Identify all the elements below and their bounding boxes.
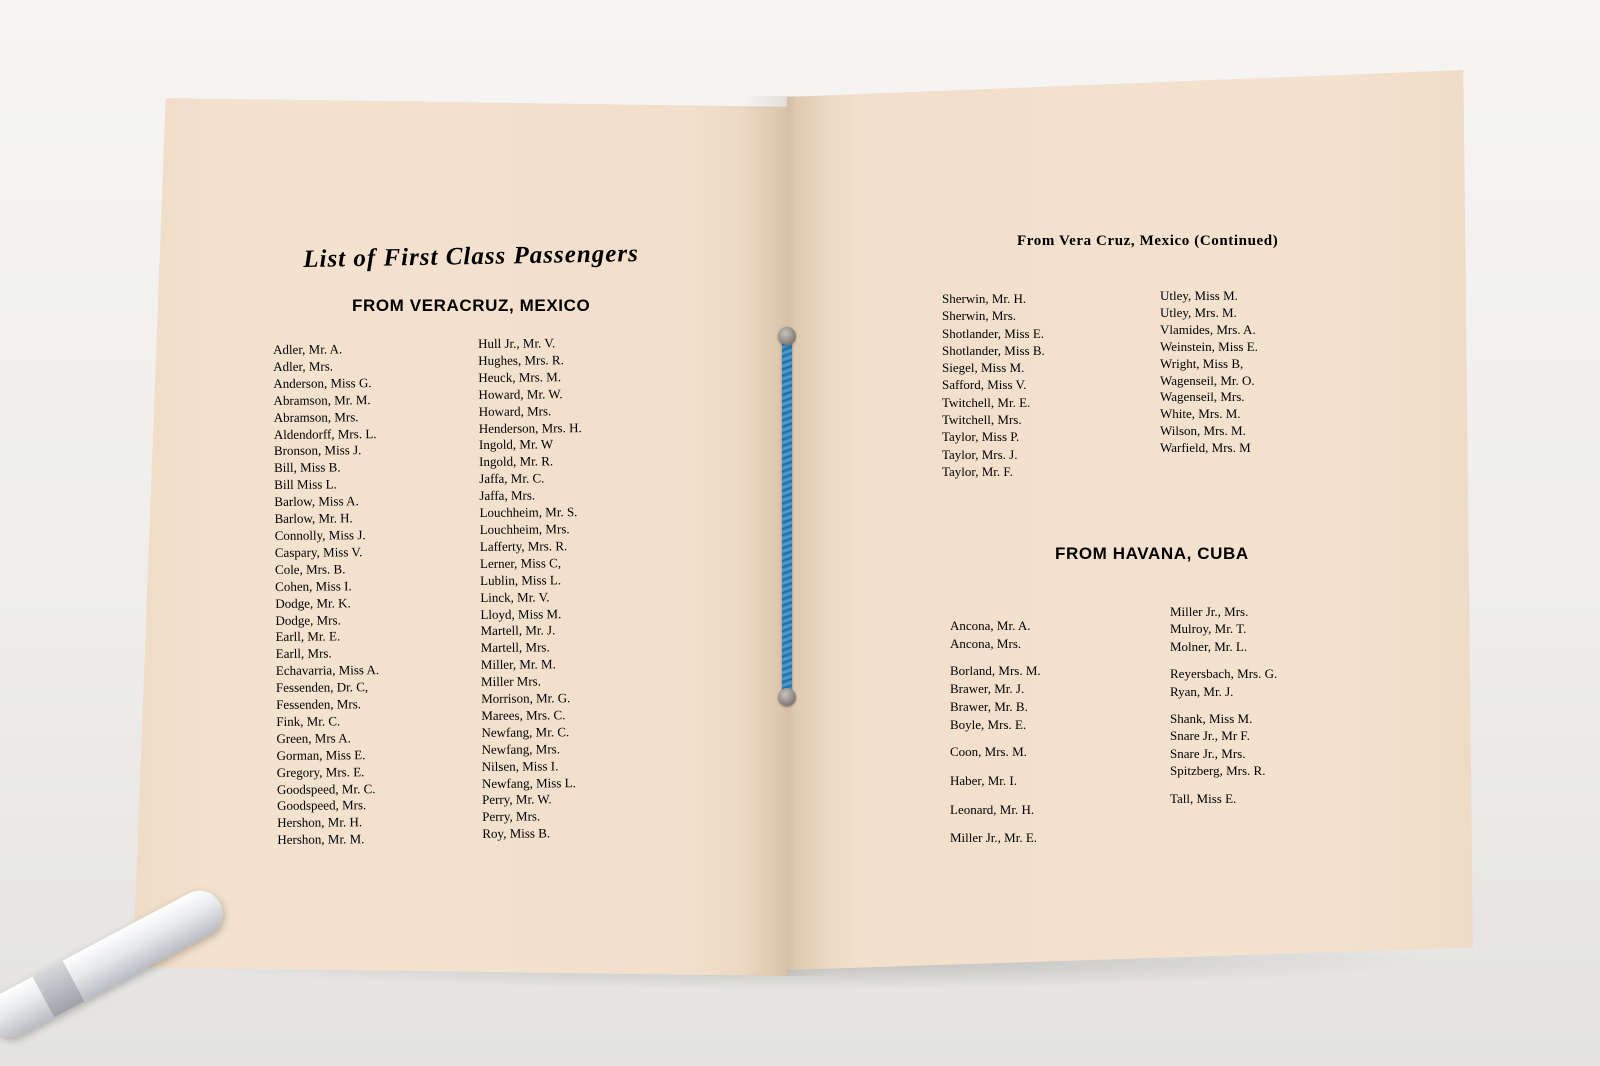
- passenger-name: Hughes, Mrs. R.: [478, 352, 564, 368]
- passenger-name: Tall, Miss E.: [1170, 790, 1237, 806]
- passenger-name: Howard, Mrs.: [478, 402, 552, 419]
- passenger-name: Lublin, Miss L.: [480, 571, 562, 588]
- pen-band: [33, 961, 85, 1018]
- passenger-name: Miller Jr., Mrs.: [1170, 604, 1249, 619]
- passenger-name: Abramson, Mr. M.: [273, 391, 371, 408]
- passenger-name: Warfield, Mrs. M: [1160, 440, 1251, 456]
- passenger-name: Hershon, Mr. M.: [277, 831, 365, 848]
- passenger-name: Martell, Mr. J.: [480, 622, 556, 639]
- passenger-name: Wright, Miss B,: [1160, 355, 1244, 371]
- passenger-name: Cole, Mrs. B.: [274, 561, 346, 577]
- passenger-name: Cohen, Miss I.: [275, 578, 352, 594]
- passenger-name: Hull Jr., Mr. V.: [478, 335, 556, 351]
- passenger-list-right-col-2: [1160, 288, 1258, 457]
- passenger-name: Connolly, Miss J.: [274, 527, 366, 543]
- passenger-name: Heuck, Mrs. M.: [478, 369, 562, 385]
- passenger-name: Twitchell, Mr. E.: [942, 394, 1031, 410]
- binding-staple-bottom: [778, 688, 796, 706]
- passenger-list-left-col-2: [478, 335, 585, 843]
- section-heading-veracruz: FROM VERACRUZ, MEXICO: [352, 296, 591, 315]
- passenger-name: Goodspeed, Mrs.: [276, 797, 367, 814]
- passenger-name: Henderson, Mrs. H.: [478, 419, 582, 436]
- binding-staple-top: [778, 327, 796, 345]
- passenger-name: Gorman, Miss E.: [276, 746, 366, 763]
- passenger-name: Mulroy, Mr. T.: [1170, 621, 1247, 637]
- passenger-name: Borland, Mrs. M.: [950, 663, 1041, 679]
- passenger-name: Wilson, Mrs. M.: [1160, 423, 1246, 439]
- section-heading-veracruz-continued: From Vera Cruz, Mexico (Continued): [1017, 233, 1279, 249]
- passenger-name: Miller, Mr. M.: [480, 656, 556, 673]
- passenger-name: Hershon, Mr. H.: [277, 814, 363, 831]
- passenger-list-havana-col-1: [950, 617, 1041, 847]
- passenger-name: Marees, Mrs. C.: [481, 707, 566, 723]
- passenger-name: Fessenden, Dr. C,: [275, 679, 369, 696]
- passenger-name: Dodge, Mr. K.: [275, 594, 351, 611]
- passenger-name: Shotlander, Miss E.: [942, 325, 1045, 341]
- passenger-name: Reyersbach, Mrs. G.: [1170, 666, 1278, 682]
- passenger-name: Ancona, Mr. A.: [950, 618, 1031, 633]
- passenger-name: Anderson, Miss G.: [273, 374, 372, 391]
- passenger-name: Sherwin, Mrs.: [942, 308, 1017, 324]
- passenger-name: Weinstein, Miss E.: [1160, 338, 1258, 354]
- passenger-name: Ancona, Mrs.: [950, 635, 1022, 651]
- passenger-name: Goodspeed, Mr. C.: [276, 780, 376, 797]
- passenger-name: Shank, Miss M.: [1170, 711, 1253, 727]
- passenger-name: Lerner, Miss C,: [479, 555, 562, 571]
- section-heading-havana: FROM HAVANA, CUBA: [1055, 544, 1249, 563]
- passenger-name: Taylor, Mrs. J.: [942, 446, 1018, 462]
- passenger-name: Morrison, Mr. G.: [481, 690, 571, 707]
- passenger-list-left-col-1: [273, 341, 381, 849]
- passenger-name: Caspary, Miss V.: [274, 544, 363, 560]
- passenger-name: Coon, Mrs. M.: [950, 744, 1027, 760]
- passenger-name: Bill Miss L.: [274, 476, 337, 493]
- passenger-name: Lloyd, Miss M.: [480, 605, 562, 622]
- passenger-name: Barlow, Mr. H.: [274, 510, 353, 527]
- passenger-name: Fink, Mr. C.: [276, 713, 341, 729]
- passenger-name: Brawer, Mr. B.: [950, 698, 1028, 714]
- passenger-name: Snare Jr., Mrs.: [1170, 745, 1246, 761]
- passenger-name: Jaffa, Mr. C.: [479, 470, 545, 487]
- passenger-name: Newfang, Miss L.: [481, 774, 576, 791]
- passenger-name: Nilsen, Miss I.: [481, 757, 559, 774]
- passenger-name: Miller Jr., Mr. E.: [950, 830, 1038, 846]
- passenger-name: Wagenseil, Mrs.: [1160, 389, 1245, 405]
- left-page: [133, 98, 787, 976]
- passenger-name: Bill, Miss B.: [274, 459, 341, 476]
- passenger-name: Brawer, Mr. J.: [950, 681, 1025, 697]
- passenger-name: Bronson, Miss J.: [273, 442, 362, 459]
- passenger-name: Taylor, Miss P.: [942, 429, 1020, 445]
- passenger-name: Earll, Mrs.: [275, 645, 332, 662]
- passenger-name: Lafferty, Mrs. R.: [479, 538, 568, 554]
- binding-cord: [782, 338, 792, 694]
- passenger-name: Dodge, Mrs.: [275, 611, 341, 628]
- passenger-name: Haber, Mr. I.: [950, 772, 1017, 788]
- passenger-name: Spitzberg, Mrs. R.: [1170, 763, 1266, 779]
- passenger-name: Newfang, Mrs.: [481, 741, 561, 757]
- passenger-name: White, Mrs. M.: [1160, 406, 1241, 422]
- passenger-name: Louchheim, Mrs.: [479, 521, 570, 537]
- page-title: List of First Class Passengers: [303, 240, 640, 273]
- passenger-name: Perry, Mrs.: [482, 808, 541, 825]
- passenger-name: Boyle, Mrs. E.: [950, 716, 1027, 732]
- passenger-name: Howard, Mr. W.: [478, 385, 563, 402]
- passenger-name: Vlamides, Mrs. A.: [1160, 321, 1256, 337]
- passenger-name: Safford, Miss V.: [942, 377, 1027, 393]
- passenger-name: Aldendorff, Mrs. L.: [273, 425, 377, 442]
- passenger-name: Sherwin, Mr. H.: [942, 291, 1027, 306]
- passenger-name: Ingold, Mr. R.: [479, 453, 554, 470]
- passenger-name: Siegel, Miss M.: [942, 360, 1025, 376]
- passenger-list-havana-col-2: [1170, 603, 1277, 807]
- passenger-name: Linck, Mr. V.: [480, 588, 550, 605]
- passenger-name: Molner, Mr. L.: [1170, 638, 1248, 654]
- right-page: [787, 70, 1473, 970]
- passenger-name: Miller Mrs.: [480, 673, 542, 690]
- passenger-name: Snare Jr., Mr F.: [1170, 728, 1250, 744]
- passenger-name: Gregory, Mrs. E.: [276, 763, 365, 780]
- passenger-name: Louchheim, Mr. S.: [479, 504, 578, 521]
- passenger-name: Twitchell, Mrs.: [942, 412, 1022, 428]
- passenger-name: Utley, Mrs. M.: [1160, 304, 1237, 320]
- passenger-name: Newfang, Mr. C.: [481, 724, 570, 740]
- passenger-name: Abramson, Mrs.: [273, 408, 359, 425]
- passenger-name: Ingold, Mr. W: [478, 436, 554, 453]
- passenger-name: Jaffa, Mrs.: [479, 487, 536, 504]
- passenger-name: Leonard, Mr. H.: [950, 801, 1035, 817]
- passenger-name: Fessenden, Mrs.: [276, 696, 362, 713]
- passenger-name: Barlow, Miss A.: [274, 493, 359, 510]
- passenger-name: Earll, Mr. E.: [275, 628, 341, 645]
- passenger-name: Green, Mrs A.: [276, 730, 351, 746]
- passenger-name: Taylor, Mr. F.: [942, 463, 1013, 479]
- passenger-name: Perry, Mr. W.: [481, 791, 552, 808]
- passenger-name: Shotlander, Miss B.: [942, 342, 1045, 358]
- passenger-name: Wagenseil, Mr. O.: [1160, 372, 1255, 388]
- passenger-name: Utley, Miss M.: [1160, 288, 1238, 303]
- passenger-name: Echavarria, Miss A.: [275, 662, 380, 679]
- passenger-name: Adler, Mrs.: [273, 358, 334, 374]
- passenger-list-right-col-1: [942, 290, 1045, 480]
- passenger-name: Martell, Mrs.: [480, 639, 550, 656]
- passenger-name: Roy, Miss B.: [482, 825, 551, 842]
- passenger-name: Ryan, Mr. J.: [1170, 683, 1234, 699]
- passenger-name: Adler, Mr. A.: [273, 341, 343, 357]
